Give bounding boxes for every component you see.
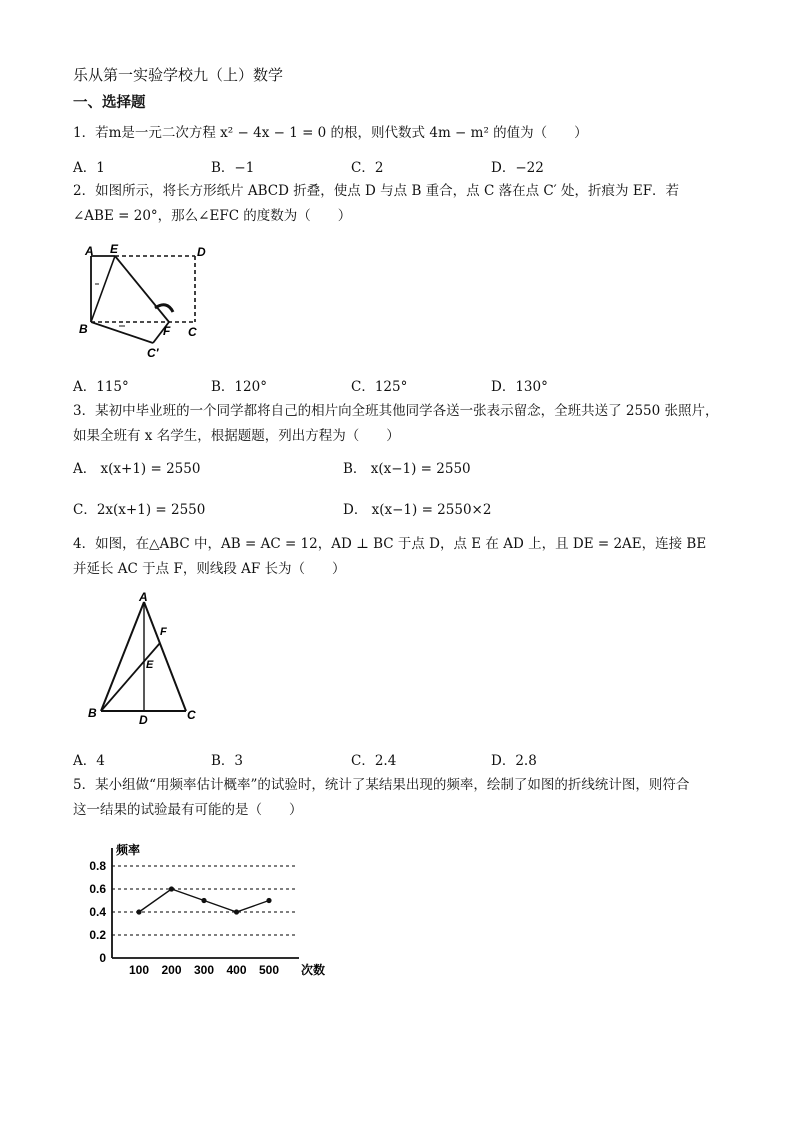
label-d: D (139, 713, 148, 727)
label-d: D (197, 245, 206, 259)
segment-bc-prime (91, 322, 153, 343)
data-point-300 (201, 898, 206, 903)
q4-option-b: B．3 (211, 753, 244, 769)
x-tick-label-200: 200 (161, 963, 182, 977)
question-3-line-2: 如果全班有 x 名学生，根据题题，列出方程为（ ） (73, 428, 400, 444)
label-c: C (188, 325, 197, 339)
q3-option-d: D． x(x−1) = 2550×2 (343, 502, 492, 518)
chart-series (136, 886, 271, 914)
q4-option-c: C．2.4 (351, 753, 397, 769)
page-title: 乐从第一实验学校九（上）数学 (73, 66, 284, 84)
label-e: E (110, 242, 119, 256)
rectangle-fold-figure (75, 240, 215, 365)
q4-option-a: A．4 (73, 753, 105, 769)
label-a: A (85, 244, 94, 258)
chart-axes (112, 848, 299, 958)
edge-ab (101, 602, 144, 711)
q2-option-c: C．125° (351, 379, 408, 395)
q3-option-a: A． x(x+1) = 2550 (73, 461, 201, 477)
q2-option-a: A．115° (73, 379, 129, 395)
section-heading: 一、选择题 (73, 94, 146, 111)
question-3-line-1: 3．某初中毕业班的一个同学都将自己的相片向全班其他同学各送一张表示留念，全班共送了 2550 张照片， (73, 403, 719, 419)
q4-option-d: D．2.8 (491, 753, 537, 769)
data-point-100 (136, 909, 141, 914)
label-a: A (139, 590, 148, 604)
data-point-500 (266, 898, 271, 903)
question-4-line-2: 并延长 AC 于点 F，则线段 AF 长为（ ） (73, 561, 346, 577)
label-e: E (146, 659, 154, 671)
label-f: F (160, 626, 167, 638)
frequency-line-chart (72, 838, 342, 983)
question-1-text: 1．若m是一元二次方程 x² − 4x − 1 = 0 的根，则代数式 4m − m² 的值为（ ） (73, 125, 588, 141)
question-5-line-2: 这一结果的试验最有可能的是（ ） (73, 802, 303, 818)
y-axis-title: 频率 (116, 843, 141, 857)
segment-be (91, 256, 115, 322)
question-5-line-1: 5．某小组做“用频率估计概率”的试验时，统计了某结果出现的频率，绘制了如图的折线统计图，则符合 (73, 777, 690, 793)
question-2-line-2: ∠ABE = 20°，那么∠EFC 的度数为（ ） (73, 208, 352, 224)
label-c-prime: C′ (147, 346, 159, 360)
q2-option-d: D．130° (491, 379, 548, 395)
label-b: B (79, 322, 88, 336)
q2-option-b: B．120° (211, 379, 267, 395)
data-point-200 (169, 886, 174, 891)
q1-option-d: D．−22 (491, 160, 544, 176)
data-point-400 (234, 909, 239, 914)
label-c: C (187, 708, 196, 722)
segment-bf (101, 643, 160, 711)
y-tick-label-0.4: 0.4 (89, 905, 106, 919)
x-tick-label-500: 500 (258, 963, 280, 977)
q3-option-c: C．2x(x+1) = 2550 (73, 502, 206, 518)
x-tick-label-100: 100 (128, 963, 150, 977)
question-4-line-1: 4．如图，在△ABC 中，AB = AC = 12，AD ⊥ BC 于点 D，点 E 在 AD 上，且 DE = 2AE，连接 BE (73, 536, 707, 552)
q1-option-b: B．−1 (211, 160, 255, 176)
x-tick-label-300: 300 (193, 963, 215, 977)
triangle-figure (84, 588, 214, 728)
label-f: F (163, 324, 171, 338)
question-2-line-1: 2．如图所示，将长方形纸片 ABCD 折叠，使点 D 与点 B 重合，点 C 落在点 C′ 处，折痕为 EF．若 (73, 183, 680, 199)
y-tick-label-0.6: 0.6 (89, 882, 106, 896)
label-b: B (88, 706, 97, 720)
q3-option-b: B． x(x−1) = 2550 (343, 461, 471, 477)
q1-option-c: C．2 (351, 160, 384, 176)
x-tick-label-400: 400 (226, 963, 247, 977)
y-tick-label-0: 0 (99, 951, 106, 965)
q1-option-a: A．1 (73, 160, 105, 176)
x-axis-title: 次数 (301, 963, 326, 977)
chart-labels (89, 842, 325, 977)
edge-ac (144, 602, 186, 711)
y-tick-label-0.2: 0.2 (89, 928, 106, 942)
crease-ef (115, 256, 169, 322)
y-tick-label-0.8: 0.8 (89, 859, 106, 873)
